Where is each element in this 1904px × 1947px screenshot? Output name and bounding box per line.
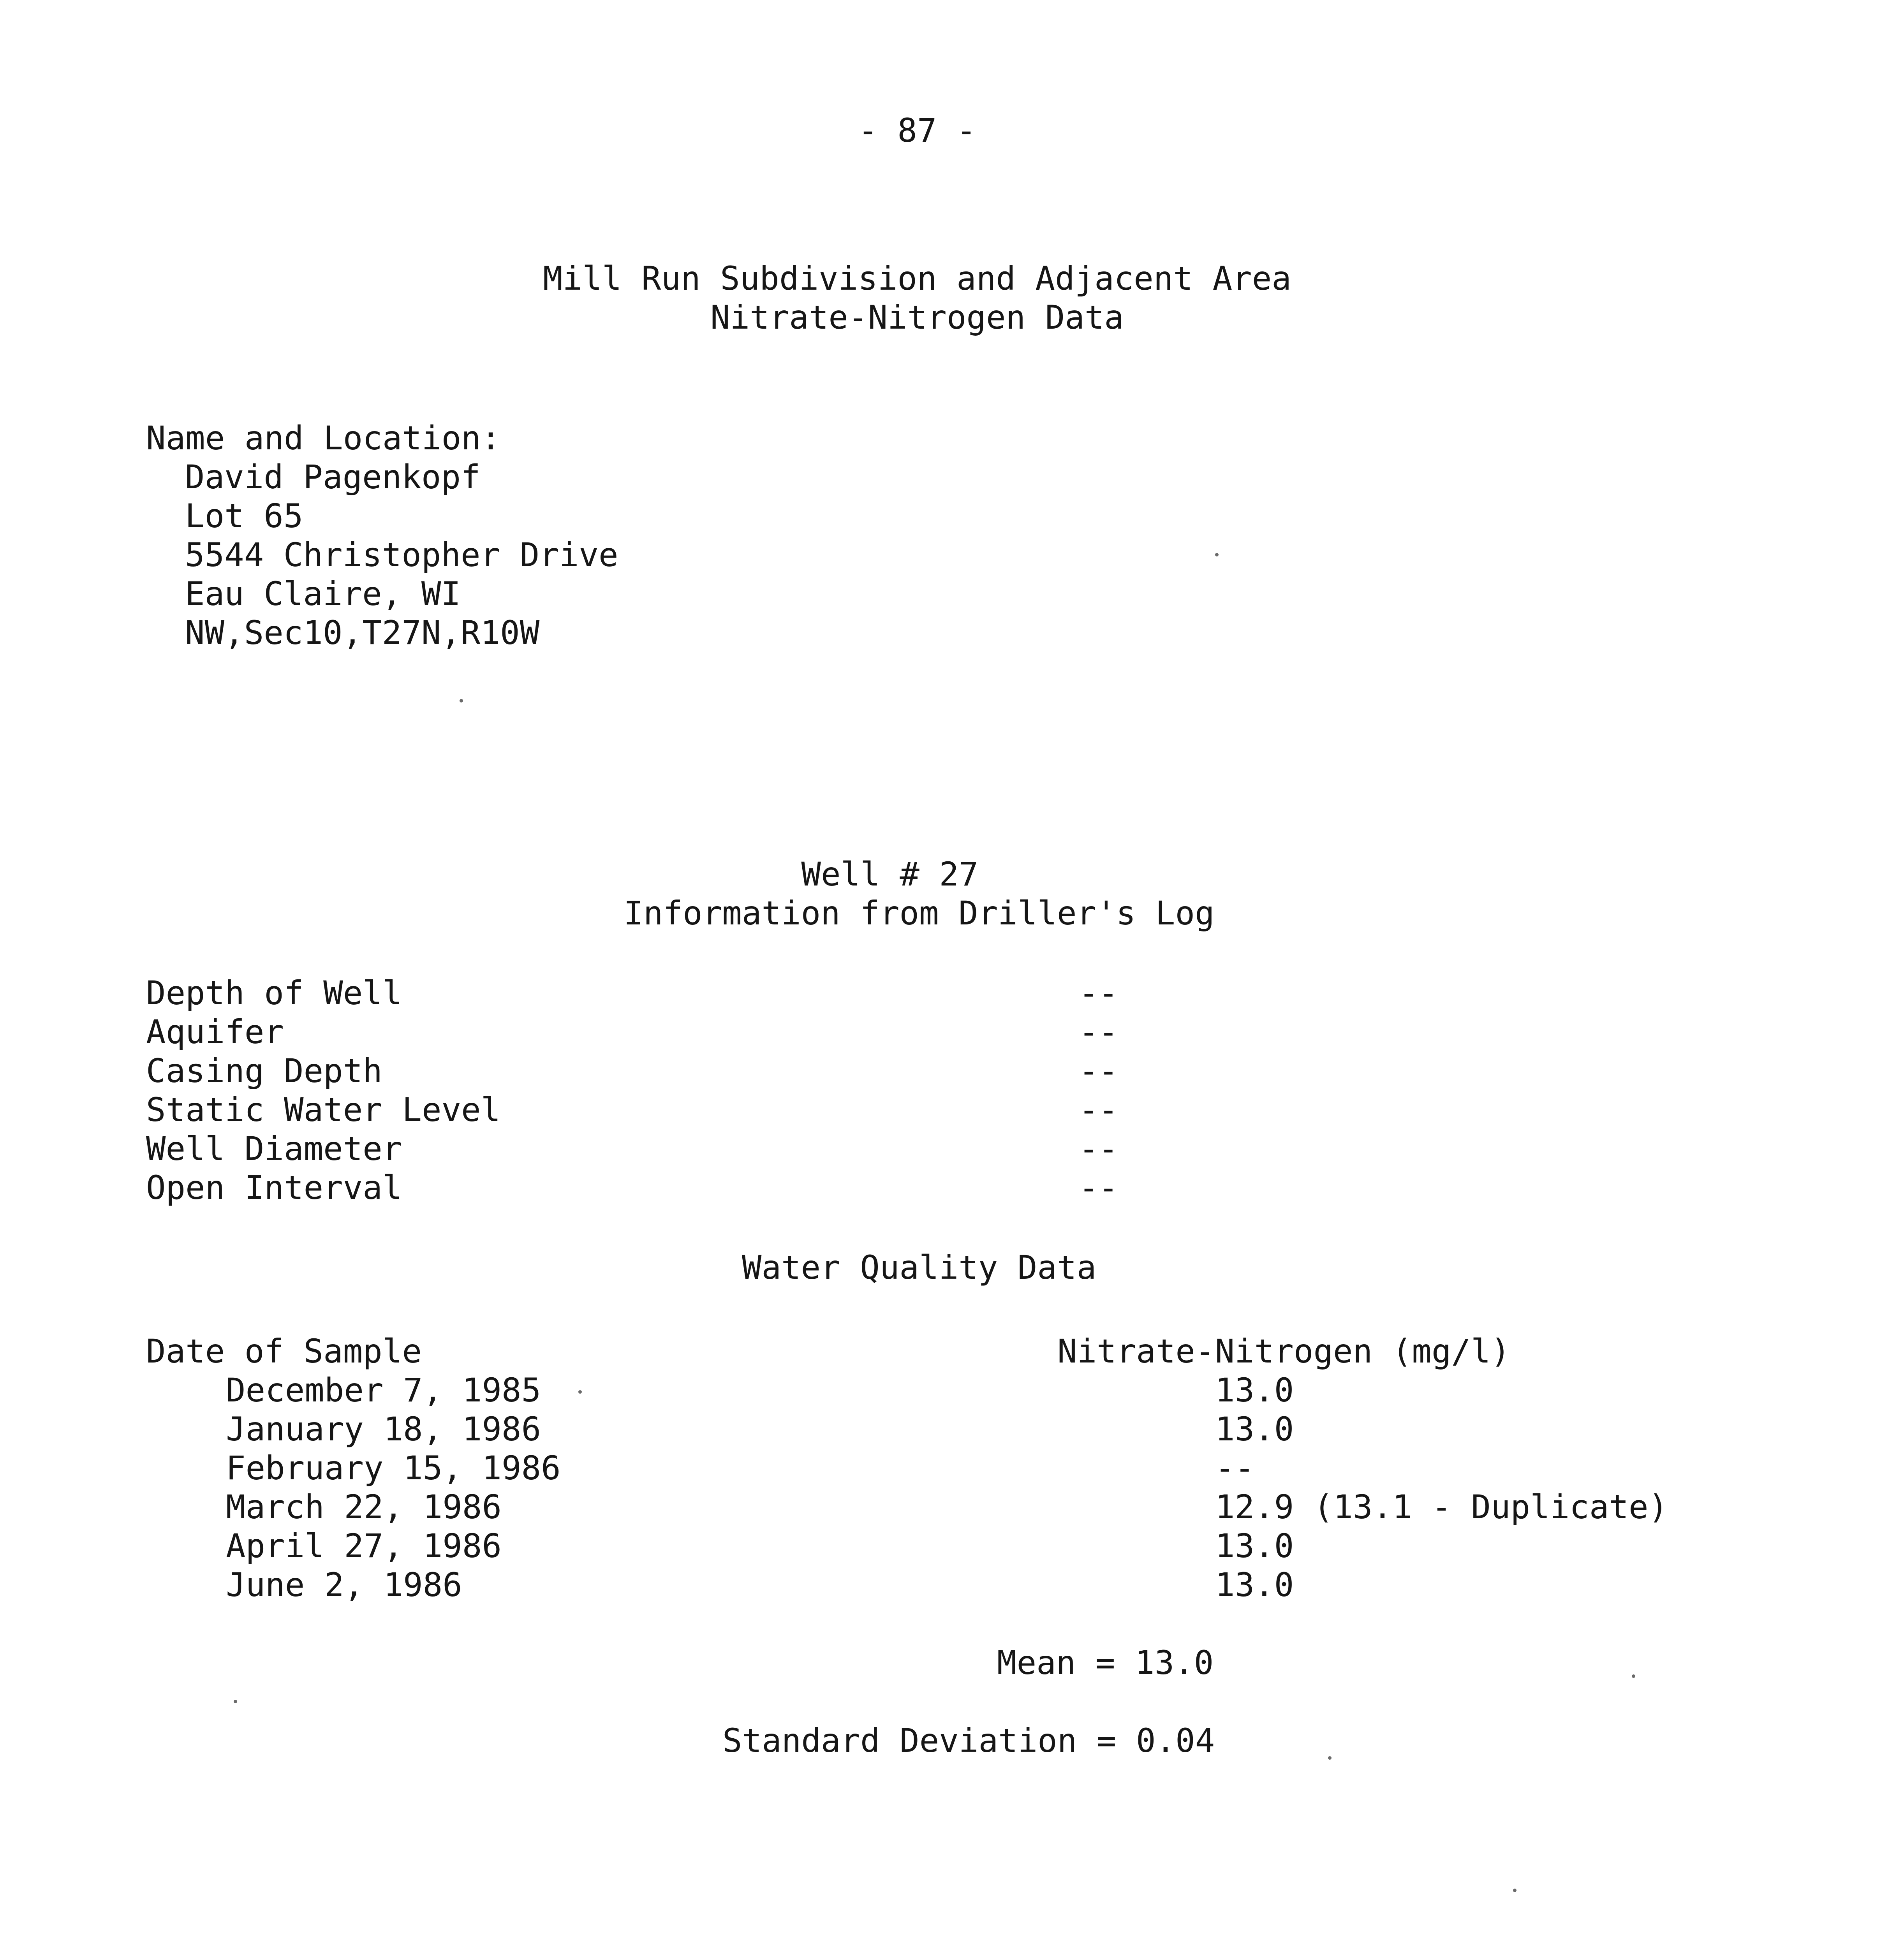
scan-speck — [234, 1700, 237, 1703]
well-field-label: Open Interval — [146, 1169, 402, 1207]
sample-value: 12.9 (13.1 - Duplicate) — [1215, 1488, 1668, 1526]
sample-date: February 15, 1986 — [226, 1449, 561, 1487]
well-field-value: -- — [1079, 1169, 1118, 1207]
document-title: Mill Run Subdivision and Adjacent Area — [543, 259, 1291, 298]
well-title: Well # 27 — [801, 855, 979, 893]
sample-date: April 27, 1986 — [226, 1527, 502, 1565]
scan-speck — [1632, 1674, 1635, 1678]
mean-value: Mean = 13.0 — [997, 1644, 1214, 1682]
water-quality-title: Water Quality Data — [742, 1248, 1097, 1287]
location-line: NW,Sec10,T27N,R10W — [185, 614, 540, 652]
sample-date: June 2, 1986 — [226, 1566, 462, 1604]
sample-date: December 7, 1985 — [226, 1371, 541, 1409]
sample-value: 13.0 — [1215, 1566, 1294, 1604]
sample-date: March 22, 1986 — [226, 1488, 502, 1526]
document-subtitle: Nitrate-Nitrogen Data — [710, 298, 1124, 336]
sample-value: 13.0 — [1215, 1527, 1294, 1565]
location-line: Lot 65 — [185, 497, 303, 535]
location-label: Name and Location: — [146, 419, 501, 457]
sample-value: 13.0 — [1215, 1410, 1294, 1448]
location-line: David Pagenkopf — [185, 458, 481, 496]
well-field-label: Depth of Well — [146, 974, 402, 1012]
sample-value: 13.0 — [1215, 1371, 1294, 1409]
sample-value: -- — [1215, 1449, 1255, 1487]
scan-speck — [1215, 553, 1219, 556]
standard-deviation: Standard Deviation = 0.04 — [722, 1722, 1215, 1760]
well-field-value: -- — [1079, 1130, 1118, 1168]
well-subtitle: Information from Driller's Log — [624, 894, 1215, 932]
well-field-value: -- — [1079, 1013, 1118, 1051]
scan-speck — [1328, 1756, 1332, 1760]
well-field-label: Static Water Level — [146, 1091, 501, 1129]
well-field-label: Aquifer — [146, 1013, 284, 1051]
well-field-value: -- — [1079, 1091, 1118, 1129]
well-field-label: Casing Depth — [146, 1052, 382, 1090]
value-column-header: Nitrate-Nitrogen (mg/l) — [1057, 1332, 1511, 1370]
scan-speck — [460, 699, 463, 702]
location-line: 5544 Christopher Drive — [185, 536, 618, 574]
scan-speck — [578, 1390, 582, 1394]
page-number: - 87 - — [858, 111, 976, 150]
well-field-value: -- — [1079, 1052, 1118, 1090]
well-field-value: -- — [1079, 974, 1118, 1012]
scan-speck — [1513, 1889, 1517, 1892]
location-line: Eau Claire, WI — [185, 575, 461, 613]
sample-date: January 18, 1986 — [226, 1410, 541, 1448]
well-field-label: Well Diameter — [146, 1130, 402, 1168]
date-column-header: Date of Sample — [146, 1332, 422, 1370]
